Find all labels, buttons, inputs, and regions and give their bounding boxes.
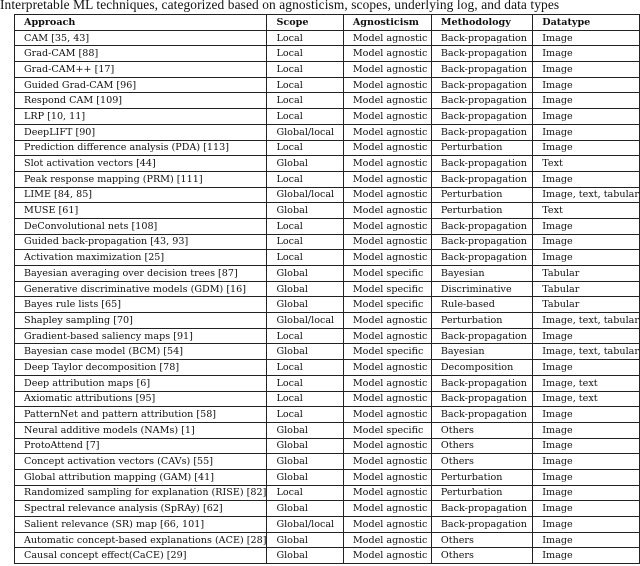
cell-datatype: Tabular (533, 266, 640, 282)
table-row (15, 501, 640, 517)
cell-datatype: Image (533, 422, 640, 438)
cell-agnosticism: Model agnostic (343, 391, 431, 407)
cell-methodology: Bayesian (431, 266, 532, 282)
cell-datatype: Image (533, 234, 640, 250)
cell-methodology: Others (431, 548, 532, 564)
cell-agnosticism: Model agnostic (343, 438, 431, 454)
cell-methodology: Back-propagation (431, 407, 532, 423)
header-agnosticism: Agnosticism (343, 15, 431, 31)
cell-scope: Global (267, 203, 343, 219)
table-row (15, 62, 640, 78)
cell-approach: Global attribution mapping (GAM) [41] (15, 469, 267, 485)
cell-scope: Local (267, 140, 343, 156)
table-header-row (15, 15, 640, 31)
cell-approach: Guided back-propagation [43, 93] (15, 234, 267, 250)
table-row (15, 30, 640, 46)
cell-agnosticism: Model agnostic (343, 156, 431, 172)
cell-scope: Local (267, 218, 343, 234)
table-row (15, 140, 640, 156)
cell-datatype: Tabular (533, 297, 640, 313)
cell-agnosticism: Model agnostic (343, 46, 431, 62)
cell-datatype: Image (533, 46, 640, 62)
table-row (15, 360, 640, 376)
cell-datatype: Image (533, 62, 640, 78)
table-row (15, 548, 640, 564)
cell-agnosticism: Model agnostic (343, 187, 431, 203)
cell-datatype: Image (533, 109, 640, 125)
cell-approach: Salient relevance (SR) map [66, 101] (15, 517, 267, 533)
cell-datatype: Image (533, 250, 640, 266)
cell-scope: Global/local (267, 517, 343, 533)
cell-approach: Automatic concept-based explanations (ACE) [28] (15, 532, 267, 548)
cell-approach: Activation maximization [25] (15, 250, 267, 266)
cell-agnosticism: Model agnostic (343, 501, 431, 517)
cell-scope: Global (267, 454, 343, 470)
cell-scope: Local (267, 250, 343, 266)
table-row (15, 156, 640, 172)
cell-methodology: Perturbation (431, 313, 532, 329)
cell-methodology: Back-propagation (431, 517, 532, 533)
cell-approach: Shapley sampling [70] (15, 313, 267, 329)
cell-scope: Local (267, 93, 343, 109)
cell-methodology: Rule-based (431, 297, 532, 313)
cell-methodology: Others (431, 438, 532, 454)
cell-methodology: Others (431, 454, 532, 470)
cell-datatype: Image (533, 218, 640, 234)
cell-datatype: Image (533, 469, 640, 485)
cell-approach: Peak response mapping (PRM) [111] (15, 171, 267, 187)
cell-agnosticism: Model agnostic (343, 93, 431, 109)
table-row (15, 313, 640, 329)
cell-datatype: Image (533, 407, 640, 423)
cell-scope: Global (267, 297, 343, 313)
table-row (15, 281, 640, 297)
cell-approach: Gradient-based saliency maps [91] (15, 328, 267, 344)
table-caption: Interpretable ML techniques, categorized based on agnosticism, scopes, underlying log, and data types (0, 0, 560, 12)
cell-methodology: Back-propagation (431, 391, 532, 407)
table-row (15, 203, 640, 219)
cell-agnosticism: Model agnostic (343, 548, 431, 564)
cell-scope: Global (267, 266, 343, 282)
table-row (15, 532, 640, 548)
cell-scope: Global (267, 281, 343, 297)
table-row (15, 391, 640, 407)
cell-methodology: Back-propagation (431, 171, 532, 187)
cell-scope: Global (267, 532, 343, 548)
cell-methodology: Decomposition (431, 360, 532, 376)
cell-agnosticism: Model agnostic (343, 375, 431, 391)
cell-datatype: Image, text, tabular (533, 344, 640, 360)
cell-approach: Deep attribution maps [6] (15, 375, 267, 391)
table-row (15, 234, 640, 250)
cell-scope: Global (267, 422, 343, 438)
cell-agnosticism: Model agnostic (343, 30, 431, 46)
cell-scope: Local (267, 62, 343, 78)
cell-scope: Local (267, 360, 343, 376)
cell-agnosticism: Model agnostic (343, 109, 431, 125)
techniques-table (14, 14, 640, 564)
table-row (15, 407, 640, 423)
cell-methodology: Back-propagation (431, 375, 532, 391)
cell-approach: Spectral relevance analysis (SpRAy) [62] (15, 501, 267, 517)
cell-agnosticism: Model agnostic (343, 203, 431, 219)
table-row (15, 344, 640, 360)
cell-datatype: Image (533, 124, 640, 140)
cell-methodology: Perturbation (431, 203, 532, 219)
cell-scope: Local (267, 46, 343, 62)
cell-scope: Local (267, 171, 343, 187)
cell-approach: DeepLIFT [90] (15, 124, 267, 140)
header-datatype: Datatype (533, 15, 640, 31)
cell-approach: Guided Grad-CAM [96] (15, 77, 267, 93)
cell-approach: Randomized sampling for explanation (RISE) [82] (15, 485, 267, 501)
cell-scope: Global (267, 344, 343, 360)
cell-approach: ProtoAttend [7] (15, 438, 267, 454)
cell-approach: LRP [10, 11] (15, 109, 267, 125)
cell-datatype: Image, text, tabular (533, 313, 640, 329)
table-row (15, 485, 640, 501)
cell-methodology: Back-propagation (431, 124, 532, 140)
table-row (15, 469, 640, 485)
table-row (15, 77, 640, 93)
table-row (15, 46, 640, 62)
cell-agnosticism: Model agnostic (343, 62, 431, 78)
cell-scope: Local (267, 30, 343, 46)
cell-approach: Respond CAM [109] (15, 93, 267, 109)
cell-approach: Concept activation vectors (CAVs) [55] (15, 454, 267, 470)
cell-methodology: Perturbation (431, 140, 532, 156)
cell-agnosticism: Model agnostic (343, 234, 431, 250)
cell-scope: Global (267, 501, 343, 517)
cell-methodology: Bayesian (431, 344, 532, 360)
table-row (15, 328, 640, 344)
cell-approach: DeConvolutional nets [108] (15, 218, 267, 234)
cell-datatype: Image (533, 501, 640, 517)
table-row (15, 454, 640, 470)
cell-scope: Global (267, 469, 343, 485)
cell-datatype: Image (533, 171, 640, 187)
cell-agnosticism: Model agnostic (343, 469, 431, 485)
table-row (15, 93, 640, 109)
cell-scope: Global (267, 156, 343, 172)
cell-approach: CAM [35, 43] (15, 30, 267, 46)
cell-agnosticism: Model specific (343, 297, 431, 313)
cell-approach: PatternNet and pattern attribution [58] (15, 407, 267, 423)
cell-datatype: Image (533, 532, 640, 548)
cell-agnosticism: Model agnostic (343, 517, 431, 533)
cell-datatype: Image (533, 548, 640, 564)
cell-agnosticism: Model specific (343, 281, 431, 297)
cell-scope: Global (267, 438, 343, 454)
cell-datatype: Image (533, 328, 640, 344)
cell-methodology: Back-propagation (431, 250, 532, 266)
table-row (15, 171, 640, 187)
cell-methodology: Discriminative (431, 281, 532, 297)
cell-agnosticism: Model agnostic (343, 124, 431, 140)
cell-datatype: Image (533, 454, 640, 470)
cell-datatype: Image (533, 77, 640, 93)
cell-agnosticism: Model agnostic (343, 77, 431, 93)
cell-agnosticism: Model agnostic (343, 532, 431, 548)
cell-datatype: Image (533, 93, 640, 109)
cell-approach: Bayesian averaging over decision trees [87] (15, 266, 267, 282)
cell-approach: Axiomatic attributions [95] (15, 391, 267, 407)
cell-methodology: Back-propagation (431, 77, 532, 93)
cell-methodology: Perturbation (431, 485, 532, 501)
cell-agnosticism: Model agnostic (343, 313, 431, 329)
cell-scope: Global/local (267, 187, 343, 203)
cell-approach: Causal concept effect(CaCE) [29] (15, 548, 267, 564)
cell-datatype: Image, text (533, 391, 640, 407)
cell-agnosticism: Model specific (343, 422, 431, 438)
cell-methodology: Others (431, 532, 532, 548)
cell-scope: Local (267, 109, 343, 125)
cell-agnosticism: Model agnostic (343, 140, 431, 156)
table-row (15, 375, 640, 391)
cell-agnosticism: Model agnostic (343, 454, 431, 470)
cell-approach: Slot activation vectors [44] (15, 156, 267, 172)
cell-methodology: Perturbation (431, 469, 532, 485)
cell-agnosticism: Model specific (343, 344, 431, 360)
table-row (15, 124, 640, 140)
cell-approach: Bayesian case model (BCM) [54] (15, 344, 267, 360)
cell-scope: Local (267, 77, 343, 93)
cell-methodology: Back-propagation (431, 501, 532, 517)
cell-approach: Deep Taylor decomposition [78] (15, 360, 267, 376)
cell-agnosticism: Model agnostic (343, 360, 431, 376)
cell-scope: Local (267, 485, 343, 501)
cell-agnosticism: Model agnostic (343, 171, 431, 187)
header-scope: Scope (267, 15, 343, 31)
table-row (15, 187, 640, 203)
cell-scope: Global (267, 548, 343, 564)
cell-scope: Local (267, 375, 343, 391)
cell-approach: Bayes rule lists [65] (15, 297, 267, 313)
cell-agnosticism: Model agnostic (343, 250, 431, 266)
header-methodology: Methodology (431, 15, 532, 31)
cell-agnosticism: Model agnostic (343, 218, 431, 234)
cell-agnosticism: Model agnostic (343, 485, 431, 501)
cell-methodology: Back-propagation (431, 218, 532, 234)
cell-methodology: Others (431, 422, 532, 438)
table-row (15, 218, 640, 234)
cell-approach: Neural additive models (NAMs) [1] (15, 422, 267, 438)
cell-methodology: Back-propagation (431, 46, 532, 62)
cell-datatype: Image, text (533, 375, 640, 391)
cell-approach: MUSE [61] (15, 203, 267, 219)
cell-agnosticism: Model agnostic (343, 407, 431, 423)
cell-datatype: Image (533, 30, 640, 46)
cell-scope: Local (267, 391, 343, 407)
table-row (15, 297, 640, 313)
cell-datatype: Image (533, 485, 640, 501)
table-row (15, 250, 640, 266)
cell-agnosticism: Model specific (343, 266, 431, 282)
cell-approach: LIME [84, 85] (15, 187, 267, 203)
cell-scope: Global/local (267, 124, 343, 140)
cell-approach: Generative discriminative models (GDM) [16] (15, 281, 267, 297)
table-row (15, 109, 640, 125)
cell-datatype: Text (533, 203, 640, 219)
cell-datatype: Image, text, tabular (533, 187, 640, 203)
cell-datatype: Image (533, 517, 640, 533)
cell-scope: Global/local (267, 313, 343, 329)
table-row (15, 422, 640, 438)
cell-approach: Prediction difference analysis (PDA) [113] (15, 140, 267, 156)
cell-methodology: Back-propagation (431, 93, 532, 109)
cell-agnosticism: Model agnostic (343, 328, 431, 344)
cell-approach: Grad-CAM [88] (15, 46, 267, 62)
cell-methodology: Back-propagation (431, 62, 532, 78)
header-approach: Approach (15, 15, 267, 31)
cell-datatype: Text (533, 156, 640, 172)
cell-methodology: Perturbation (431, 187, 532, 203)
table-row (15, 266, 640, 282)
cell-scope: Local (267, 407, 343, 423)
cell-methodology: Back-propagation (431, 109, 532, 125)
cell-methodology: Back-propagation (431, 234, 532, 250)
cell-datatype: Image (533, 140, 640, 156)
cell-datatype: Image (533, 438, 640, 454)
cell-scope: Local (267, 234, 343, 250)
cell-methodology: Back-propagation (431, 328, 532, 344)
cell-methodology: Back-propagation (431, 156, 532, 172)
table-row (15, 438, 640, 454)
table-row (15, 517, 640, 533)
cell-datatype: Image (533, 360, 640, 376)
cell-scope: Local (267, 328, 343, 344)
cell-methodology: Back-propagation (431, 30, 532, 46)
cell-approach: Grad-CAM++ [17] (15, 62, 267, 78)
cell-datatype: Tabular (533, 281, 640, 297)
